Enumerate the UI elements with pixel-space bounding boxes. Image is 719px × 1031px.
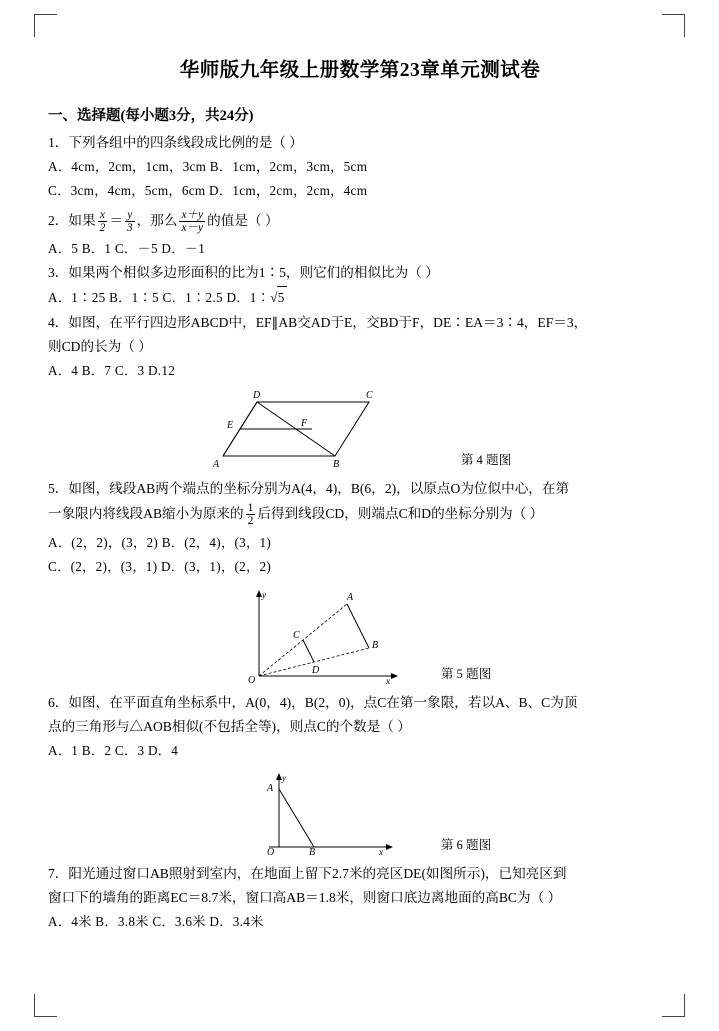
question-5-stem-line1: 5．如图，线段AB两个端点的坐标分别为A(4，4)，B(6，2)，以原点O为位似中心，在第 bbox=[48, 481, 570, 497]
svg-text:x: x bbox=[378, 846, 383, 855]
figure-6-caption: 第 6 题图 bbox=[440, 837, 492, 852]
figure-question-6 bbox=[48, 769, 672, 855]
question-2-stem-part-b: ，那么 bbox=[136, 212, 178, 228]
question-7-stem-line2: 窗口下的墙角的距离EC＝8.7米，窗口高AB＝1.8米，则窗口底边离地面的高BC为（ ） bbox=[48, 889, 562, 905]
figure-5-caption: 第 5 题图 bbox=[440, 667, 492, 682]
fraction-x-over-2: $\frac{x}{2}$ bbox=[99, 208, 106, 234]
question-1-options-line2: C．3cm，4cm，5cm，6cm D．1cm，2cm，2cm，4cm bbox=[48, 183, 368, 199]
coordinate-similarity-diagram bbox=[229, 586, 439, 684]
question-5-stem-line2 bbox=[48, 502, 672, 527]
question-2-stem-part-a: 2．如果 bbox=[48, 212, 96, 228]
question-1-options-line1: A．4cm，2cm，1cm，3cm B．1cm，2cm，3cm，5cm bbox=[48, 159, 368, 175]
svg-text:O: O bbox=[247, 675, 256, 685]
svg-text:B: B bbox=[332, 459, 339, 471]
fraction-sum-over-difference: $\frac{x+y}{x-y}$ bbox=[181, 208, 204, 234]
question-3-radicand: 5 bbox=[277, 286, 287, 309]
svg-text:A: A bbox=[212, 459, 219, 471]
question-3-options-text: A．1∶25 B．1∶5 C．1∶2.5 D．1∶ bbox=[48, 290, 271, 306]
question-1-stem: 1．下列各组中的四条线段成比例的是（ ） bbox=[48, 135, 303, 150]
question-3-options-line1 bbox=[48, 286, 672, 309]
parallelogram-diagram bbox=[209, 388, 459, 470]
svg-text:x: x bbox=[385, 676, 390, 685]
question-4-stem-line2: 则CD的长为（ ） bbox=[48, 338, 152, 354]
svg-text:C: C bbox=[365, 390, 373, 402]
svg-text:C: C bbox=[292, 630, 300, 642]
section-title-choice: 一、选择题(每小题3分，共24分) bbox=[48, 108, 254, 124]
svg-text:B: B bbox=[371, 640, 378, 652]
question-5-options-line2: C．(2，2)，(3，1) D．(3，1)，(2，2) bbox=[48, 558, 272, 574]
svg-text:D: D bbox=[311, 665, 320, 677]
crop-mark-bottom-left bbox=[34, 994, 57, 1017]
crop-mark-top-right bbox=[662, 14, 685, 37]
right-triangle-coordinate-diagram bbox=[229, 769, 439, 855]
question-6-stem-line2: 点的三角形与△AOB相似(不包括全等)，则点C的个数是（ ） bbox=[48, 719, 411, 735]
svg-text:B: B bbox=[308, 846, 315, 855]
crop-mark-bottom-right bbox=[662, 994, 685, 1017]
figure-question-4 bbox=[48, 388, 672, 470]
svg-text:F: F bbox=[300, 418, 307, 430]
question-6-options-line1: A．1 B．2 C．3 D．4 bbox=[48, 743, 179, 759]
svg-text:y: y bbox=[281, 772, 286, 783]
svg-text:A: A bbox=[346, 592, 353, 604]
question-7-options-line1: A．4米 B．3.8米 C．3.6米 D．3.4米 bbox=[48, 913, 264, 929]
svg-text:E: E bbox=[226, 420, 233, 432]
question-3-stem: 3．如果两个相似多边形面积的比为1∶5，则它们的相似比为（ ） bbox=[48, 265, 439, 281]
figure-4-caption: 第 4 题图 bbox=[460, 453, 512, 468]
radical-sign: √ bbox=[270, 290, 278, 306]
question-2-stem-part-c: 的值是（ ） bbox=[207, 212, 279, 228]
question-2-options-line1: A．5 B．1 C．－5 D．－1 bbox=[48, 241, 206, 257]
crop-mark-top-left bbox=[34, 14, 57, 37]
svg-text:D: D bbox=[252, 390, 261, 402]
svg-text:O: O bbox=[266, 846, 275, 855]
question-2-stem bbox=[48, 209, 672, 234]
question-4-stem-line1: 4．如图，在平行四边形ABCD中，EF∥AB交AD于E，交BD于F，DE∶EA＝3∶4，EF＝3， bbox=[48, 314, 588, 330]
figure-question-5 bbox=[48, 586, 672, 684]
question-5-options-line1: A．(2，2)，(3，2) B．(2，4)，(3，1) bbox=[48, 534, 272, 550]
question-5-stem-part-a: 一象限内将线段AB缩小为原来的 bbox=[48, 506, 244, 522]
svg-text:A: A bbox=[266, 782, 273, 794]
question-6-stem-line1: 6．如图，在平面直角坐标系中，A(0，4)，B(2，0)，点C在第一象限，若以A、B、C为顶 bbox=[48, 695, 578, 711]
fraction-y-over-3: $\frac{y}{3}$ bbox=[126, 208, 133, 234]
document-body bbox=[48, 40, 672, 935]
equals-sign: ＝ bbox=[109, 212, 123, 228]
fraction-one-half: $\frac{1}{2}$ bbox=[247, 502, 254, 528]
page-title: 华师版九年级上册数学第23章单元测试卷 bbox=[179, 60, 541, 81]
svg-text:y: y bbox=[261, 590, 266, 601]
question-7-stem-line1: 7．阳光通过窗口AB照射到室内，在地面上留下2.7米的亮区DE(如图所示)，已知亮区到 bbox=[48, 865, 567, 881]
question-5-stem-part-b: 后得到线段CD，则端点C和D的坐标分别为（ ） bbox=[257, 506, 544, 522]
question-4-options-line1: A．4 B．7 C．3 D.12 bbox=[48, 362, 176, 378]
